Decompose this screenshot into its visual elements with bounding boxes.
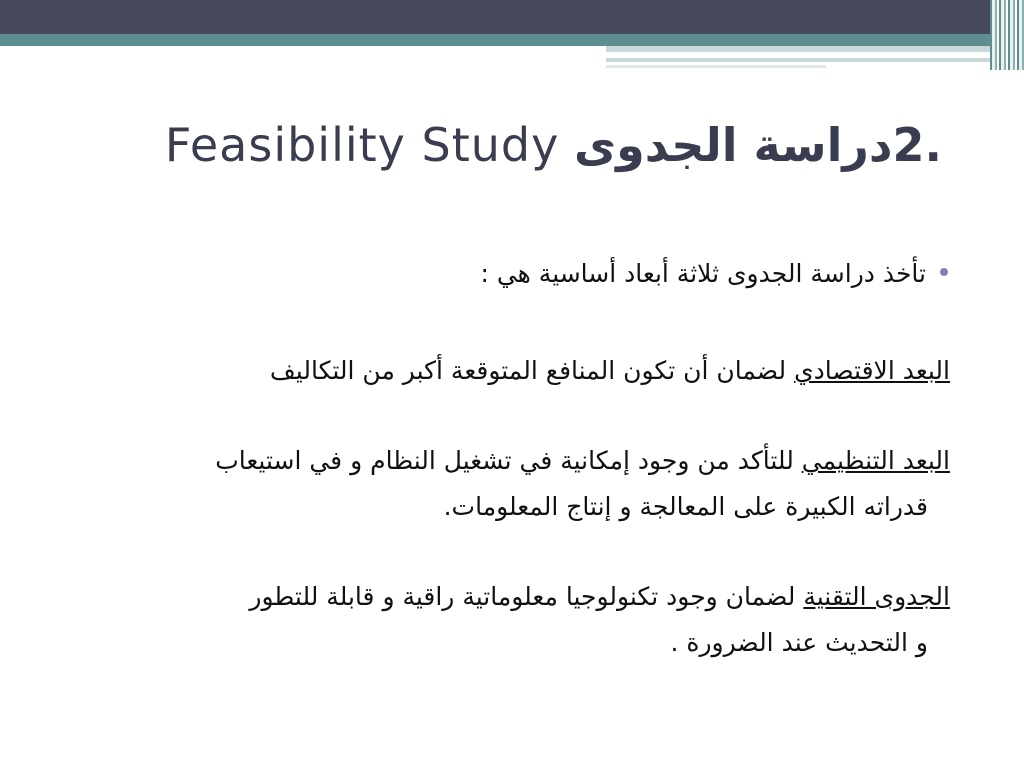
economic-term: البعد الاقتصادي [794,356,950,385]
header-stripes [990,0,1024,70]
header-dark-band [0,0,1024,34]
header-accent-bar [606,65,826,68]
header-teal-band [0,34,1024,46]
intro-text: تأخذ دراسة الجدوى ثلاثة أبعاد أساسية هي : [480,259,926,288]
economic-text: لضمان أن تكون المنافع المتوقعة أكبر من التكاليف [269,356,795,385]
slide-title-english: Feasibility Study [164,118,560,172]
slide-body [70,252,950,710]
organizational-term: البعد التنظيمي [801,446,950,475]
technical-text-line2: و التحديث عند الضرورة . [670,628,928,657]
organizational-dimension [70,438,950,530]
header-accent-bar [606,58,996,62]
header-accent-bar [606,46,996,52]
slide-title [82,118,942,172]
intro-bullet [70,252,950,296]
technical-term: الجدوى التقنية [803,582,950,611]
technical-dimension [70,574,950,666]
slide-title-arabic: .2دراسة الجدوى [573,118,942,172]
organizational-text-line2: قدراته الكبيرة على المعالجة و إنتاج المعلومات. [443,492,928,521]
technical-text: لضمان وجود تكنولوجيا معلوماتية راقية و قابلة للتطور [249,582,804,611]
organizational-text: للتأكد من وجود إمكانية في تشغيل النظام و في استيعاب [215,446,802,475]
bullet-icon [940,268,948,276]
economic-dimension [70,348,950,394]
